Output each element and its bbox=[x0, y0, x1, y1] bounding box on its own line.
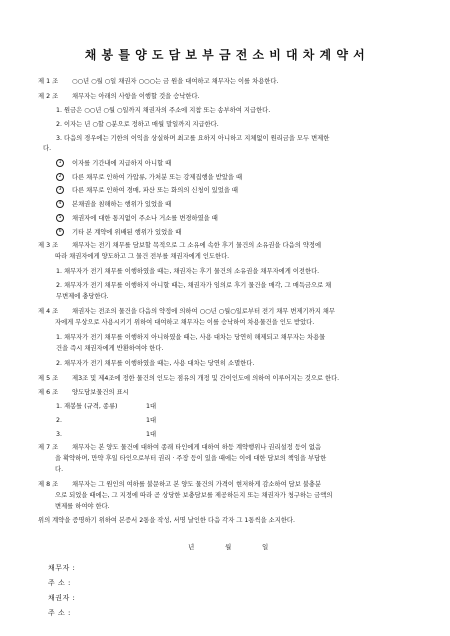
circled-number-1: 1 bbox=[56, 159, 64, 167]
circled-number-5: 5 bbox=[56, 214, 64, 222]
debtor-label: 채무자 : bbox=[48, 564, 76, 572]
article-3-number: 제 3 조 bbox=[38, 242, 59, 249]
sub-item-text: 본채권을 침해하는 행위가 있었을 때 bbox=[72, 201, 172, 208]
article-8-text-cont-1: 으로 되었을 때에는, 그 지정에 따라 곧 상당한 보충담보를 제공하든지 또는 채권자가 청구하는 금액의 bbox=[55, 492, 333, 499]
article-3-text: 채무자는 전기 채무를 담보할 목적으로 그 소유에 속한 후기 물건의 소유권을 다음의 약정에 bbox=[72, 242, 322, 249]
article-3-item-1: 1. 채무자가 전기 채무를 이행하였을 때는, 채권자는 후기 물건의 소유권을 채무자에게 이전한다. bbox=[56, 268, 320, 275]
article-2-text: 채무자는 아래의 사항을 이행할 것을 승낙한다. bbox=[72, 93, 200, 100]
circled-number-2: 2 bbox=[56, 173, 64, 181]
article-7-number: 제 7 조 bbox=[38, 444, 59, 451]
article-6-number: 제 6 조 bbox=[38, 389, 59, 396]
article-7-text: 채무자는 본 양도 물건에 대하여 종래 타인에게 대하여 하등 계약행위나 권리설정 등이 없음 bbox=[72, 444, 322, 451]
sub-item-text: 기타 본 계약에 위배된 행위가 있었을 때 bbox=[72, 229, 182, 236]
date-year-label: 년 bbox=[188, 543, 195, 551]
article-2-sub-4 bbox=[56, 200, 171, 209]
article-7-text-cont-1: 을 확약하며, 만약 후일 타인으로부터 권리 · 주장 등이 있을 때에는 이에 대한 담보의 책임을 부담한 bbox=[55, 455, 327, 462]
debtor-address-label: 주 소 : bbox=[48, 579, 71, 587]
article-7-text-cont-2: 다. bbox=[55, 466, 64, 473]
sub-item-text: 다른 채무로 인하여 경매, 파산 또는 화의의 신청이 있었을 때 bbox=[72, 187, 239, 194]
article-2-sub-2 bbox=[56, 173, 242, 182]
date-month-label: 월 bbox=[225, 543, 232, 551]
article-8-text-cont-2: 변제를 하여야 한다. bbox=[55, 503, 110, 510]
article-2-item-3-cont: 다. bbox=[43, 145, 52, 152]
article-6-item-3: 3. bbox=[56, 431, 63, 438]
article-5-number: 제 5 조 bbox=[38, 375, 59, 382]
article-4-number: 제 4 조 bbox=[38, 308, 59, 315]
closing-statement: 위의 계약을 증명하기 위하여 본증서 2통을 작성, 서명 날인한 다음 각자 그 1통씩을 소지한다. bbox=[38, 517, 296, 524]
article-4-item-1: 1. 채무자가 전기 채무를 이행하지 아니하였을 때는, 사용 대차는 당연히 해제되고 채무자는 차용물 bbox=[56, 334, 326, 341]
article-1-number: 제 1 조 bbox=[38, 78, 59, 85]
circled-number-4: 4 bbox=[56, 200, 64, 208]
creditor-label: 채권자 : bbox=[48, 594, 76, 602]
article-6-item-2-qty: 1대 bbox=[146, 417, 157, 424]
article-4-item-2: 2. 채무자가 전기 채무를 이행하였을 때는, 사용 대차는 당연히 소멸한다. bbox=[56, 360, 255, 367]
article-6-item-1-qty: 1대 bbox=[146, 403, 157, 410]
sub-item-text: 채권자에 대한 통지없이 주소나 거소를 변경하였을 때 bbox=[72, 215, 218, 222]
article-2-item-1: 1. 원금은 ○○년 ○월 ○일까지 채권자의 주소에 지참 또는 송부하여 지급한다. bbox=[56, 107, 271, 114]
creditor-address-label: 주 소 : bbox=[48, 609, 71, 617]
article-6-text: 양도담보물건의 표시 bbox=[72, 389, 129, 396]
article-2-sub-3 bbox=[56, 186, 238, 195]
article-4-text: 채권자는 전조의 물건을 다음의 약정에 의하여 ○○년 ○월○일로부터 전기 채무 변제기까지 채무 bbox=[72, 308, 335, 315]
article-2-item-2: 2. 이자는 년 ○할 ○분으로 정하고 매월 말일까지 지급한다. bbox=[56, 121, 219, 128]
article-2-sub-5 bbox=[56, 214, 218, 223]
date-day-label: 일 bbox=[262, 543, 269, 551]
article-4-item-1-cont: 건을 즉시 채권자에게 반환하여야 한다. bbox=[56, 345, 164, 352]
article-3-item-2: 2. 채무자가 전기 채무를 이행하지 아니할 때는, 채권자가 임의로 후기 물건을 매각, 그 매득금으로 채 bbox=[56, 282, 332, 289]
article-4-text-cont: 자에게 무상으로 사용시키기 위하여 대여하고 채무자는 이를 승낙하여 차용물건을 인도 받았다. bbox=[55, 319, 315, 326]
article-2-sub-1 bbox=[56, 159, 171, 168]
article-2-sub-6 bbox=[56, 228, 181, 237]
sub-item-text: 이자를 기간내에 지급하지 아니할 때 bbox=[72, 160, 172, 167]
article-1-text: ○○년 ○월 ○일 채권자 ○○○는 금 원을 대여하고 채무자는 이를 차용한다. bbox=[72, 78, 279, 85]
article-6-item-3-qty: 1대 bbox=[146, 431, 157, 438]
article-5-text: 제3조 및 제4조에 정한 물건의 인도는 점유의 개정 및 간이인도에 의하여 이루어지는 것으로 한다. bbox=[72, 375, 340, 382]
circled-number-3: 3 bbox=[56, 186, 64, 194]
article-6-item-2: 2. bbox=[56, 417, 63, 424]
article-2-item-3: 3. 다음의 경우에는 기한의 이익을 상실하며 최고를 요하지 아니하고 지체없이 원리금을 모두 변제한 bbox=[56, 135, 330, 142]
article-6-item-1: 1. 재봉틀 (규격, 종류) bbox=[56, 403, 118, 410]
article-3-item-2-cont: 무변제에 충당한다. bbox=[56, 293, 109, 300]
circled-number-6: 6 bbox=[56, 228, 64, 236]
document-title: 채 봉 틀 양 도 담 보 부 금 전 소 비 대 차 계 약 서 bbox=[84, 48, 366, 62]
article-3-text-cont: 따라 채권자에게 양도하고 그 물건 전부를 채권자에게 인도한다. bbox=[55, 253, 230, 260]
article-8-text: 채무자는 그 원인의 여하를 불문하고 본 양도 물건의 가격이 현저하게 감소하여 담보 불충분 bbox=[72, 481, 322, 488]
article-8-number: 제 8 조 bbox=[38, 481, 59, 488]
article-2-number: 제 2 조 bbox=[38, 93, 59, 100]
sub-item-text: 다른 채무로 인하여 가압류, 가처분 또는 강제집행을 받았을 때 bbox=[72, 174, 243, 181]
